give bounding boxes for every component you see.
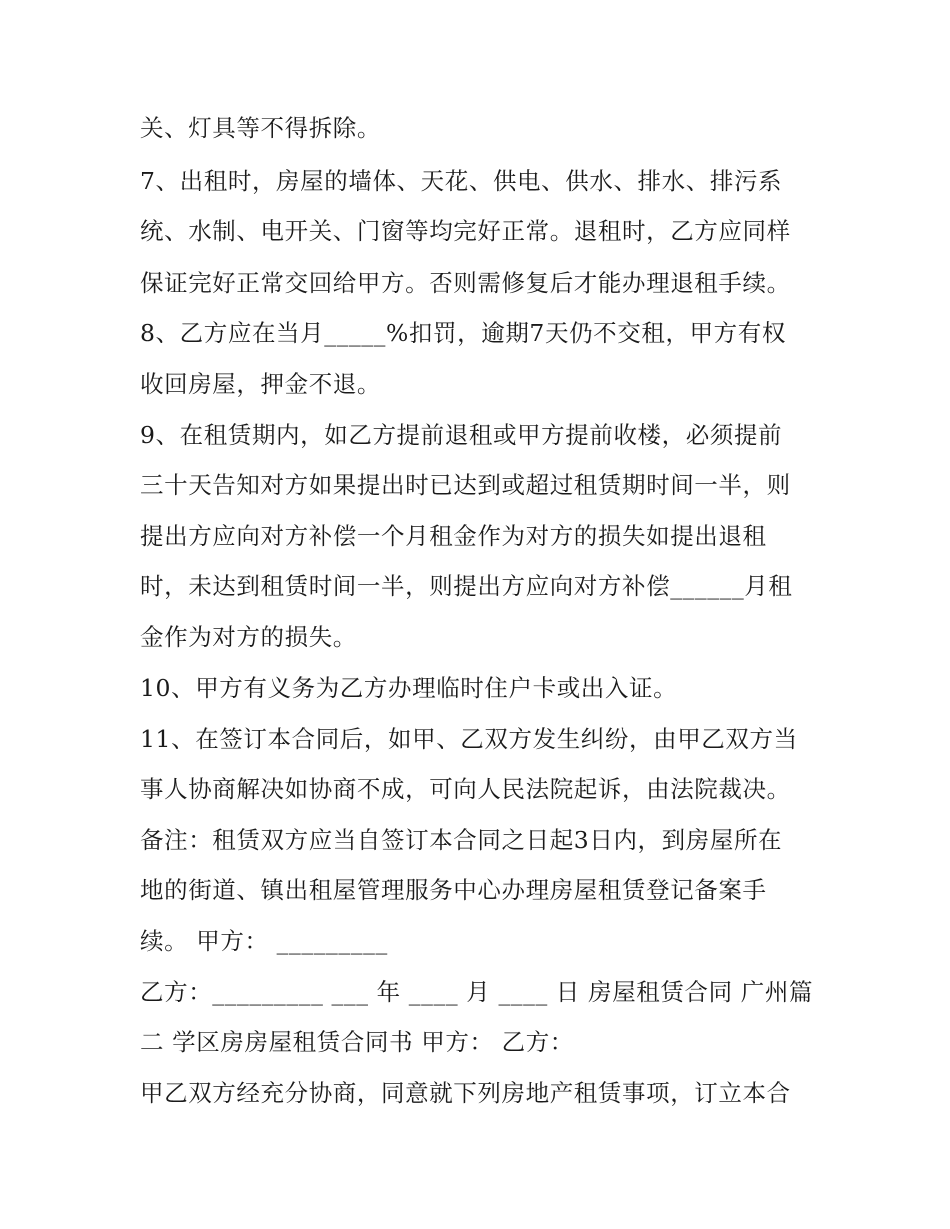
text-line: 甲乙双方经充分协商，同意就下列房地产租赁事项，订立本合 — [140, 1079, 791, 1107]
text-line: 11、在签订本合同后，如甲、乙双方发生纠纷，由甲乙双方当 — [140, 725, 798, 753]
text-line: 7、出租时，房屋的墙体、天花、供电、供水、排水、排污系 — [140, 167, 783, 195]
text-line: 统、水制、电开关、门窗等均完好正常。退租时，乙方应同样 — [140, 217, 791, 245]
text-line: 关、灯具等不得拆除。 — [140, 114, 381, 142]
text-line: 10、甲方有义务为乙方办理临时住户卡或出入证。 — [140, 674, 678, 702]
text-line: 备注：租赁双方应当自签订本合同之日起3日内，到房屋所在 — [140, 826, 783, 854]
text-line: 收回房屋，押金不退。 — [140, 370, 381, 398]
text-line: 续。 甲方： _________ — [140, 927, 388, 955]
text-line: 时，未达到租赁时间一半，则提出方应向对方补偿______月租 — [140, 572, 793, 600]
text-line: 地的街道、镇出租屋管理服务中心办理房屋租赁登记备案手 — [140, 876, 767, 904]
text-line: 9、在租赁期内，如乙方提前退租或甲方提前收楼，必须提前 — [140, 421, 783, 449]
text-line: 事人协商解决如协商不成，可向人民法院起诉，由法院裁决。 — [140, 775, 791, 803]
text-line: 金作为对方的损失。 — [140, 623, 357, 651]
text-line: 8、乙方应在当月_____%扣罚，逾期7天仍不交租，甲方有权 — [140, 319, 786, 347]
text-line: 保证完好正常交回给甲方。否则需修复后才能办理退租手续。 — [140, 269, 791, 297]
text-line: 乙方：_________ ___ 年 ____ 月 ____ 日 房屋租赁合同 广州篇 — [140, 978, 814, 1006]
text-line: 提出方应向对方补偿一个月租金作为对方的损失如提出退租 — [140, 522, 767, 550]
text-line: 二 学区房房屋租赁合同书 甲方： 乙方： — [140, 1028, 574, 1056]
text-line: 三十天告知对方如果提出时已达到或超过租赁期时间一半，则 — [140, 471, 791, 499]
